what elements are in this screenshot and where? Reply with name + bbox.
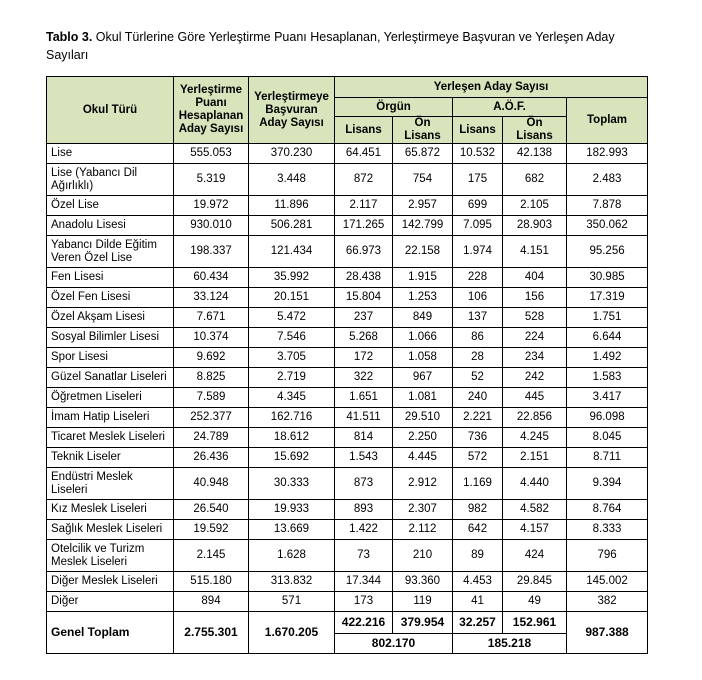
total-aof-lisans: 32.257	[453, 612, 503, 634]
table-row	[47, 428, 648, 448]
row-label: Diğer	[47, 592, 174, 612]
header-aof: A.Ö.F.	[453, 98, 567, 117]
cell-orgun-onlisans: 2.912	[393, 468, 453, 500]
cell-aof-lisans: 89	[453, 540, 503, 572]
row-label: Ticaret Meslek Liseleri	[47, 428, 174, 448]
cell-toplam: 796	[567, 540, 648, 572]
cell-aof-lisans: 699	[453, 196, 503, 216]
cell-aof-onlisans: 445	[503, 388, 567, 408]
total-aof-onlisans: 152.961	[503, 612, 567, 634]
cell-orgun-onlisans: 2.112	[393, 520, 453, 540]
cell-toplam: 96.098	[567, 408, 648, 428]
cell-orgun-onlisans: 29.510	[393, 408, 453, 428]
row-label: Sağlık Meslek Liseleri	[47, 520, 174, 540]
cell-aof-onlisans: 42.138	[503, 144, 567, 164]
header-okul-turu: Okul Türü	[47, 77, 174, 144]
cell-basvuran: 2.719	[249, 368, 335, 388]
cell-aof-onlisans: 682	[503, 164, 567, 196]
table-row	[47, 520, 648, 540]
total-orgun-lisans: 422.216	[335, 612, 393, 634]
cell-orgun-onlisans: 2.957	[393, 196, 453, 216]
cell-basvuran: 313.832	[249, 572, 335, 592]
cell-orgun-lisans: 173	[335, 592, 393, 612]
cell-hesaplanan: 252.377	[174, 408, 249, 428]
cell-aof-onlisans: 28.903	[503, 216, 567, 236]
cell-toplam: 1.492	[567, 348, 648, 368]
placement-table	[46, 76, 648, 654]
header-row-1	[47, 77, 648, 98]
cell-orgun-lisans: 15.804	[335, 288, 393, 308]
row-label: Kız Meslek Liseleri	[47, 500, 174, 520]
cell-toplam: 350.062	[567, 216, 648, 236]
cell-orgun-onlisans: 967	[393, 368, 453, 388]
cell-aof-onlisans: 242	[503, 368, 567, 388]
cell-toplam: 95.256	[567, 236, 648, 268]
cell-orgun-onlisans: 2.307	[393, 500, 453, 520]
table-row	[47, 268, 648, 288]
cell-orgun-lisans: 171.265	[335, 216, 393, 236]
cell-orgun-lisans: 66.973	[335, 236, 393, 268]
table-row	[47, 388, 648, 408]
header-aof-onlisans: Ön Lisans	[503, 117, 567, 144]
cell-hesaplanan: 7.671	[174, 308, 249, 328]
cell-toplam: 8.045	[567, 428, 648, 448]
cell-orgun-lisans: 322	[335, 368, 393, 388]
table-row	[47, 164, 648, 196]
row-label: Güzel Sanatlar Liseleri	[47, 368, 174, 388]
cell-aof-onlisans: 2.151	[503, 448, 567, 468]
table-row	[47, 500, 648, 520]
total-orgun: 802.170	[335, 634, 453, 654]
cell-basvuran: 20.151	[249, 288, 335, 308]
cell-orgun-onlisans: 1.066	[393, 328, 453, 348]
row-label: Spor Lisesi	[47, 348, 174, 368]
cell-basvuran: 15.692	[249, 448, 335, 468]
cell-hesaplanan: 33.124	[174, 288, 249, 308]
header-basvuran: Yerleştirmeye Başvuran Aday Sayısı	[249, 77, 335, 144]
cell-basvuran: 11.896	[249, 196, 335, 216]
cell-basvuran: 13.669	[249, 520, 335, 540]
cell-hesaplanan: 7.589	[174, 388, 249, 408]
cell-aof-lisans: 7.095	[453, 216, 503, 236]
cell-toplam: 182.993	[567, 144, 648, 164]
cell-orgun-onlisans: 4.445	[393, 448, 453, 468]
total-label: Genel Toplam	[47, 612, 174, 654]
cell-basvuran: 162.716	[249, 408, 335, 428]
cell-toplam: 1.583	[567, 368, 648, 388]
cell-aof-onlisans: 156	[503, 288, 567, 308]
cell-aof-onlisans: 29.845	[503, 572, 567, 592]
table-row	[47, 236, 648, 268]
cell-toplam: 8.711	[567, 448, 648, 468]
cell-orgun-lisans: 814	[335, 428, 393, 448]
row-label: Özel Akşam Lisesi	[47, 308, 174, 328]
total-row	[47, 612, 648, 634]
cell-orgun-lisans: 873	[335, 468, 393, 500]
cell-orgun-lisans: 64.451	[335, 144, 393, 164]
row-label: İmam Hatip Liseleri	[47, 408, 174, 428]
cell-aof-onlisans: 224	[503, 328, 567, 348]
header-aof-lisans: Lisans	[453, 117, 503, 144]
cell-basvuran: 370.230	[249, 144, 335, 164]
cell-basvuran: 571	[249, 592, 335, 612]
cell-basvuran: 4.345	[249, 388, 335, 408]
cell-orgun-onlisans: 2.250	[393, 428, 453, 448]
cell-toplam: 2.483	[567, 164, 648, 196]
total-hesaplanan: 2.755.301	[174, 612, 249, 654]
cell-basvuran: 3.448	[249, 164, 335, 196]
row-label: Öğretmen Liseleri	[47, 388, 174, 408]
cell-orgun-onlisans: 849	[393, 308, 453, 328]
cell-aof-lisans: 4.453	[453, 572, 503, 592]
cell-aof-lisans: 240	[453, 388, 503, 408]
cell-orgun-onlisans: 1.915	[393, 268, 453, 288]
cell-aof-onlisans: 4.157	[503, 520, 567, 540]
cell-basvuran: 506.281	[249, 216, 335, 236]
header-toplam: Toplam	[567, 98, 648, 144]
cell-aof-lisans: 982	[453, 500, 503, 520]
cell-toplam: 8.764	[567, 500, 648, 520]
cell-aof-onlisans: 528	[503, 308, 567, 328]
row-label: Otelcilik ve Turizm Meslek Liseleri	[47, 540, 174, 572]
row-label: Fen Lisesi	[47, 268, 174, 288]
cell-aof-lisans: 28	[453, 348, 503, 368]
header-orgun: Örgün	[335, 98, 453, 117]
table-row	[47, 592, 648, 612]
cell-orgun-lisans: 872	[335, 164, 393, 196]
table-body	[47, 144, 648, 612]
table-head	[47, 77, 648, 144]
cell-aof-onlisans: 49	[503, 592, 567, 612]
table-row	[47, 572, 648, 592]
header-orgun-lisans: Lisans	[335, 117, 393, 144]
table-row	[47, 448, 648, 468]
cell-toplam: 1.751	[567, 308, 648, 328]
cell-orgun-lisans: 893	[335, 500, 393, 520]
cell-basvuran: 30.333	[249, 468, 335, 500]
cell-aof-lisans: 1.974	[453, 236, 503, 268]
cell-aof-lisans: 137	[453, 308, 503, 328]
cell-aof-lisans: 10.532	[453, 144, 503, 164]
table-row	[47, 196, 648, 216]
cell-hesaplanan: 894	[174, 592, 249, 612]
cell-orgun-onlisans: 1.081	[393, 388, 453, 408]
cell-aof-onlisans: 2.105	[503, 196, 567, 216]
cell-hesaplanan: 198.337	[174, 236, 249, 268]
cell-aof-lisans: 106	[453, 288, 503, 308]
cell-basvuran: 121.434	[249, 236, 335, 268]
cell-aof-lisans: 86	[453, 328, 503, 348]
cell-toplam: 6.644	[567, 328, 648, 348]
header-puan-hesaplanan: Yerleştirme Puanı Hesaplanan Aday Sayısı	[174, 77, 249, 144]
table-row	[47, 288, 648, 308]
header-orgun-onlisans: Ön Lisans	[393, 117, 453, 144]
cell-hesaplanan: 930.010	[174, 216, 249, 236]
cell-orgun-onlisans: 142.799	[393, 216, 453, 236]
cell-toplam: 17.319	[567, 288, 648, 308]
cell-orgun-onlisans: 1.058	[393, 348, 453, 368]
cell-aof-lisans: 52	[453, 368, 503, 388]
cell-orgun-lisans: 237	[335, 308, 393, 328]
row-label: Sosyal Bilimler Lisesi	[47, 328, 174, 348]
cell-toplam: 8.333	[567, 520, 648, 540]
cell-aof-lisans: 1.169	[453, 468, 503, 500]
cell-toplam: 30.985	[567, 268, 648, 288]
cell-aof-onlisans: 4.582	[503, 500, 567, 520]
cell-hesaplanan: 555.053	[174, 144, 249, 164]
cell-hesaplanan: 19.972	[174, 196, 249, 216]
row-label: Diğer Meslek Liseleri	[47, 572, 174, 592]
cell-hesaplanan: 26.540	[174, 500, 249, 520]
cell-aof-lisans: 228	[453, 268, 503, 288]
cell-orgun-onlisans: 22.158	[393, 236, 453, 268]
cell-hesaplanan: 515.180	[174, 572, 249, 592]
cell-aof-onlisans: 22.856	[503, 408, 567, 428]
cell-toplam: 3.417	[567, 388, 648, 408]
cell-orgun-onlisans: 754	[393, 164, 453, 196]
cell-toplam: 7.878	[567, 196, 648, 216]
cell-aof-lisans: 41	[453, 592, 503, 612]
table-total	[47, 612, 648, 654]
table-row	[47, 348, 648, 368]
total-basvuran: 1.670.205	[249, 612, 335, 654]
cell-orgun-onlisans: 210	[393, 540, 453, 572]
cell-orgun-lisans: 41.511	[335, 408, 393, 428]
cell-hesaplanan: 26.436	[174, 448, 249, 468]
cell-toplam: 9.394	[567, 468, 648, 500]
cell-basvuran: 18.612	[249, 428, 335, 448]
cell-aof-onlisans: 234	[503, 348, 567, 368]
cell-hesaplanan: 2.145	[174, 540, 249, 572]
table-row	[47, 540, 648, 572]
cell-hesaplanan: 8.825	[174, 368, 249, 388]
cell-basvuran: 5.472	[249, 308, 335, 328]
total-toplam: 987.388	[567, 612, 648, 654]
header-yerlesen: Yerleşen Aday Sayısı	[335, 77, 648, 98]
cell-orgun-lisans: 1.651	[335, 388, 393, 408]
cell-aof-onlisans: 404	[503, 268, 567, 288]
cell-basvuran: 7.546	[249, 328, 335, 348]
cell-aof-lisans: 642	[453, 520, 503, 540]
row-label: Endüstri Meslek Liseleri	[47, 468, 174, 500]
row-label: Lise	[47, 144, 174, 164]
cell-basvuran: 35.992	[249, 268, 335, 288]
cell-aof-onlisans: 4.440	[503, 468, 567, 500]
cell-orgun-onlisans: 65.872	[393, 144, 453, 164]
caption-label: Tablo 3.	[46, 30, 93, 44]
row-label: Yabancı Dilde Eğitim Veren Özel Lise	[47, 236, 174, 268]
row-label: Lise (Yabancı Dil Ağırlıklı)	[47, 164, 174, 196]
cell-hesaplanan: 9.692	[174, 348, 249, 368]
cell-hesaplanan: 60.434	[174, 268, 249, 288]
cell-orgun-lisans: 172	[335, 348, 393, 368]
table-caption	[46, 28, 626, 64]
cell-hesaplanan: 40.948	[174, 468, 249, 500]
cell-aof-lisans: 2.221	[453, 408, 503, 428]
cell-basvuran: 1.628	[249, 540, 335, 572]
table-row	[47, 144, 648, 164]
cell-orgun-lisans: 2.117	[335, 196, 393, 216]
cell-hesaplanan: 10.374	[174, 328, 249, 348]
table-row	[47, 308, 648, 328]
total-orgun-onlisans: 379.954	[393, 612, 453, 634]
cell-aof-onlisans: 4.245	[503, 428, 567, 448]
cell-orgun-lisans: 73	[335, 540, 393, 572]
cell-hesaplanan: 24.789	[174, 428, 249, 448]
table-row	[47, 216, 648, 236]
row-label: Özel Fen Lisesi	[47, 288, 174, 308]
cell-orgun-onlisans: 119	[393, 592, 453, 612]
cell-orgun-lisans: 5.268	[335, 328, 393, 348]
cell-orgun-onlisans: 93.360	[393, 572, 453, 592]
cell-aof-lisans: 736	[453, 428, 503, 448]
cell-basvuran: 3.705	[249, 348, 335, 368]
table-row	[47, 328, 648, 348]
row-label: Anadolu Lisesi	[47, 216, 174, 236]
cell-aof-lisans: 175	[453, 164, 503, 196]
cell-hesaplanan: 5.319	[174, 164, 249, 196]
table-row	[47, 368, 648, 388]
total-aof: 185.218	[453, 634, 567, 654]
table-row	[47, 408, 648, 428]
cell-basvuran: 19.933	[249, 500, 335, 520]
table-row	[47, 468, 648, 500]
row-label: Özel Lise	[47, 196, 174, 216]
cell-toplam: 382	[567, 592, 648, 612]
cell-hesaplanan: 19.592	[174, 520, 249, 540]
cell-aof-onlisans: 424	[503, 540, 567, 572]
cell-orgun-lisans: 1.543	[335, 448, 393, 468]
cell-orgun-onlisans: 1.253	[393, 288, 453, 308]
cell-aof-lisans: 572	[453, 448, 503, 468]
cell-orgun-lisans: 28.438	[335, 268, 393, 288]
cell-aof-onlisans: 4.151	[503, 236, 567, 268]
cell-toplam: 145.002	[567, 572, 648, 592]
row-label: Teknik Liseler	[47, 448, 174, 468]
caption-text: Okul Türlerine Göre Yerleştirme Puanı Hesaplanan, Yerleştirmeye Başvuran ve Yerleşen Aday Sayıları	[46, 30, 615, 62]
cell-orgun-lisans: 1.422	[335, 520, 393, 540]
cell-orgun-lisans: 17.344	[335, 572, 393, 592]
